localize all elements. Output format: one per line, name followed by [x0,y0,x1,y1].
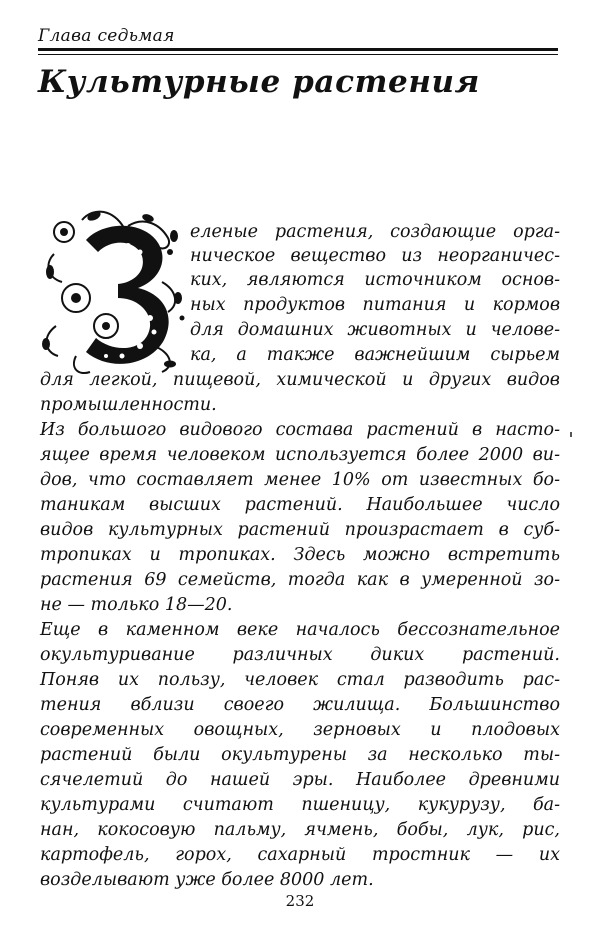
body-line: для легкой, пищевой, химической и других видов [40,370,560,390]
body-line: ническое вещество из неорганичес- [190,246,560,266]
body-line: современных овощных, зерновых и плодовых [40,720,560,740]
body-line: сячелетий до нашей эры. Наиболее древними [40,770,560,790]
body-line: тения вблизи своего жилища. Большинство [40,695,560,715]
body-line: дов, что составляет менее 10% от известных бо- [40,470,560,490]
body-line: Из большого видового состава растений в насто- [40,420,560,440]
body-line: растений были окультурены за несколько ты- [40,745,560,765]
body-line: картофель, горох, сахарный тростник — их [40,845,560,865]
body-line: растения 69 семейств, тогда как в умеренной зо- [40,570,560,590]
body-line: нан, кокосовую пальму, ячмень, бобы, лук, рис, [40,820,560,840]
margin-speck [570,432,572,437]
body-line: промышленности. [40,395,217,415]
body-line: ящее время человеком используется более 2000 ви- [40,445,560,465]
body-line: видов культурных растений произрастает в суб- [40,520,560,540]
body-line: ных продуктов питания и кормов [190,295,560,315]
body-line: еленые растения, создающие орга- [190,222,560,242]
body-line: для домашних животных и челове- [190,320,560,340]
header-rule-thin [38,54,558,55]
body-line: возделывают уже более 8000 лет. [40,870,374,890]
body-line: тропиках и тропиках. Здесь можно встретить [40,545,560,565]
body-line: не — только 18—20. [40,595,233,615]
body-line: Еще в каменном веке началось бессознательное [40,620,560,640]
chapter-title: Культурные растения [38,64,480,100]
header-rule-thick [38,48,558,51]
body-line: окультуривание различных диких растений. [40,645,560,665]
chapter-label: Глава седьмая [38,26,175,46]
body-line: ка, а также важнейшим сырьем [190,345,560,365]
body-line: Поняв их пользу, человек стал разводить рас- [40,670,560,690]
body-line: таникам высших растений. Наибольшее число [40,495,560,515]
body-line: ких, являются источником основ- [190,270,560,290]
page-number: 232 [285,892,315,910]
body-line: культурами считают пшеницу, кукурузу, ба- [40,795,560,815]
ornamental-dropcap-ze-icon [36,206,188,378]
